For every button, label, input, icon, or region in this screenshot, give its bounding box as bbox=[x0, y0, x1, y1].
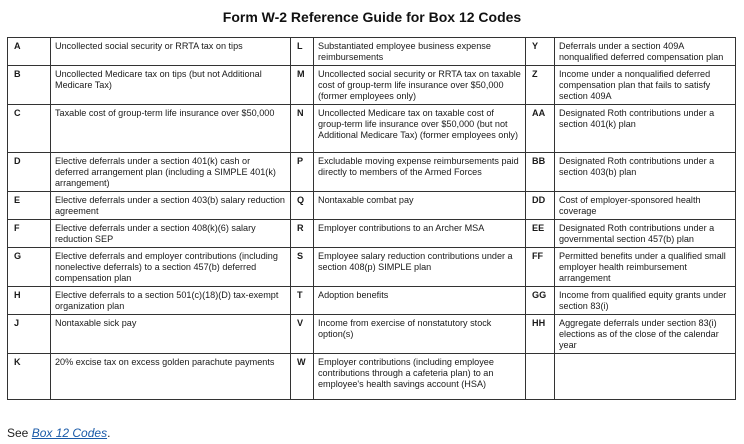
box12-code-description: Designated Roth contributions under a section 403(b) plan bbox=[555, 153, 736, 192]
box12-code: P bbox=[291, 153, 314, 192]
box12-code-description: Employee salary reduction contributions under a section 408(p) SIMPLE plan bbox=[314, 248, 526, 287]
box12-code: N bbox=[291, 105, 314, 153]
table-row bbox=[8, 220, 736, 248]
box12-code-description: Taxable cost of group-term life insurance over $50,000 bbox=[51, 105, 291, 153]
box12-code-description: Uncollected social security or RRTA tax on taxable cost of group-term life insurance over $50,000 (former employees only) bbox=[314, 66, 526, 105]
table-row bbox=[8, 153, 736, 192]
box12-code-description: Uncollected Medicare tax on taxable cost of group-term life insurance over $50,000 (but not Additional Medicare Tax) (former employees only) bbox=[314, 105, 526, 153]
box12-code-description: Excludable moving expense reimbursements paid directly to members of the Armed Forces bbox=[314, 153, 526, 192]
box12-code-description: Income under a nonqualified deferred compensation plan that fails to satisfy section 409A bbox=[555, 66, 736, 105]
box12-code: BB bbox=[526, 153, 555, 192]
box12-code: DD bbox=[526, 192, 555, 220]
table-row bbox=[8, 287, 736, 315]
box12-code-description: Permitted benefits under a qualified small employer health reimbursement arrangement bbox=[555, 248, 736, 287]
box12-code: J bbox=[8, 315, 51, 354]
box12-code: HH bbox=[526, 315, 555, 354]
box12-code: M bbox=[291, 66, 314, 105]
box12-code: L bbox=[291, 38, 314, 66]
box12-code: D bbox=[8, 153, 51, 192]
box12-codes-link[interactable]: Box 12 Codes bbox=[31, 426, 108, 440]
box12-code: Q bbox=[291, 192, 314, 220]
box12-code: H bbox=[8, 287, 51, 315]
box12-code-description: Nontaxable combat pay bbox=[314, 192, 526, 220]
box12-code: R bbox=[291, 220, 314, 248]
box12-code bbox=[526, 354, 555, 400]
box12-code: EE bbox=[526, 220, 555, 248]
box12-code: AA bbox=[526, 105, 555, 153]
box12-code-description: Income from exercise of nonstatutory stock option(s) bbox=[314, 315, 526, 354]
table-row bbox=[8, 248, 736, 287]
box12-code: V bbox=[291, 315, 314, 354]
box12-code: K bbox=[8, 354, 51, 400]
box12-code-description: Substantiated employee business expense reimbursements bbox=[314, 38, 526, 66]
box12-code: B bbox=[8, 66, 51, 105]
box12-code-description: 20% excise tax on excess golden parachute payments bbox=[51, 354, 291, 400]
box12-code-description: Designated Roth contributions under a governmental section 457(b) plan bbox=[555, 220, 736, 248]
box12-code-description: Adoption benefits bbox=[314, 287, 526, 315]
box12-code-description: Uncollected social security or RRTA tax on tips bbox=[51, 38, 291, 66]
box12-code-description: Income from qualified equity grants under section 83(i) bbox=[555, 287, 736, 315]
box12-code: E bbox=[8, 192, 51, 220]
box12-code-description bbox=[555, 354, 736, 400]
table-row bbox=[8, 105, 736, 153]
box12-code: W bbox=[291, 354, 314, 400]
box12-code: A bbox=[8, 38, 51, 66]
table-row bbox=[8, 192, 736, 220]
box12-code-description: Deferrals under a section 409A nonqualified deferred compensation plan bbox=[555, 38, 736, 66]
table-row bbox=[8, 38, 736, 66]
box12-code: C bbox=[8, 105, 51, 153]
footer-note bbox=[7, 426, 110, 440]
box12-code-description: Cost of employer-sponsored health coverage bbox=[555, 192, 736, 220]
box12-code-description: Employer contributions (including employee contributions through a cafeteria plan) to an employee's health savings account (HSA) bbox=[314, 354, 526, 400]
box12-code-description: Aggregate deferrals under section 83(i) elections as of the close of the calendar year bbox=[555, 315, 736, 354]
table-row bbox=[8, 315, 736, 354]
footer-prefix: See bbox=[7, 426, 32, 440]
box12-code: GG bbox=[526, 287, 555, 315]
box12-code-description: Elective deferrals under a section 408(k)(6) salary reduction SEP bbox=[51, 220, 291, 248]
box12-code: F bbox=[8, 220, 51, 248]
footer-suffix: . bbox=[107, 426, 111, 440]
box12-code-description: Employer contributions to an Archer MSA bbox=[314, 220, 526, 248]
box12-code-description: Elective deferrals to a section 501(c)(18)(D) tax-exempt organization plan bbox=[51, 287, 291, 315]
box12-code: FF bbox=[526, 248, 555, 287]
box12-code: T bbox=[291, 287, 314, 315]
table-row bbox=[8, 354, 736, 400]
box12-code-description: Nontaxable sick pay bbox=[51, 315, 291, 354]
box12-code: S bbox=[291, 248, 314, 287]
box12-code-description: Designated Roth contributions under a section 401(k) plan bbox=[555, 105, 736, 153]
box12-code: G bbox=[8, 248, 51, 287]
table-row bbox=[8, 66, 736, 105]
box12-code-description: Uncollected Medicare tax on tips (but not Additional Medicare Tax) bbox=[51, 66, 291, 105]
box12-code-description: Elective deferrals under a section 403(b) salary reduction agreement bbox=[51, 192, 291, 220]
box12-code-description: Elective deferrals and employer contributions (including nonelective deferrals) to a section 457(b) deferred compensation plan bbox=[51, 248, 291, 287]
page-title: Form W-2 Reference Guide for Box 12 Codes bbox=[222, 9, 522, 25]
box12-code: Y bbox=[526, 38, 555, 66]
box12-code: Z bbox=[526, 66, 555, 105]
box12-code-description: Elective deferrals under a section 401(k) cash or deferred arrangement plan (including a SIMPLE 401(k) arrangement) bbox=[51, 153, 291, 192]
box12-codes-table bbox=[7, 37, 736, 400]
